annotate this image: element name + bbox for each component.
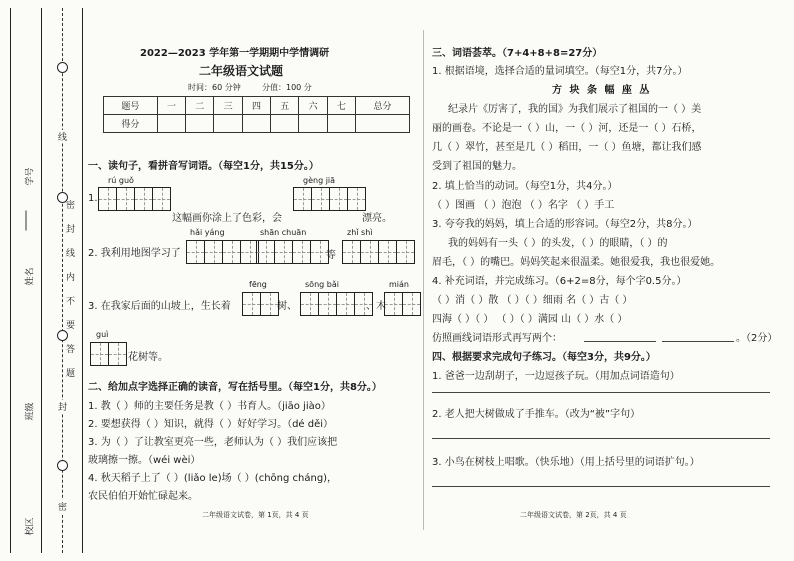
question-line: 受到了祖国的魅力。 <box>432 161 522 172</box>
cut-mark: 密 <box>58 500 67 513</box>
score-header-cell: 二 <box>186 97 214 115</box>
score-header-cell: 四 <box>242 97 270 115</box>
answer-line[interactable] <box>432 486 770 487</box>
student-id-label: 学号 <box>25 167 36 186</box>
class-label: 班级 <box>25 402 36 421</box>
page-divider <box>423 30 424 530</box>
writing-grid[interactable] <box>300 292 373 316</box>
question-line: 玻璃擦一擦。（wéi wèi） <box>88 455 201 466</box>
question-line: 纪录片《厉害了，我的国》为我们展示了祖国的一（ ）美 <box>448 104 702 115</box>
question-line: 4. 补充词语，并完成练习。（6+2=8分，每个字0.5分。） <box>432 276 687 287</box>
seal-char: 要 <box>66 321 76 331</box>
answer-line[interactable] <box>432 392 770 393</box>
question-line: 2. 老人把大树做成了手推车。（改为“被”字句） <box>432 409 641 420</box>
score-input-cell[interactable] <box>157 115 185 133</box>
writing-grid[interactable] <box>342 240 415 264</box>
exam-title: 2022—2023 学年第一学期期中学情调研 <box>140 48 330 59</box>
question-text: 漂亮。 <box>362 213 392 224</box>
score-header-cell: 三 <box>214 97 242 115</box>
writing-grid[interactable] <box>384 292 421 316</box>
question-line: 4. 秋天稻子上了（ ）(liǎo le)场（ ）(chōng cháng)， <box>88 473 338 484</box>
margin-inner-line <box>41 8 42 553</box>
seal-char: 内 <box>66 273 76 283</box>
question-text: 3. 在我家后面的山坡上，生长着 <box>88 301 231 312</box>
pinyin: gèng jiā <box>303 176 336 185</box>
question-line: 1. 教（ ）师的主要任务是教（ ）书育人。（jiāo jiào） <box>88 401 331 412</box>
pinyin: sōng bǎi <box>305 280 339 289</box>
student-name-label: 姓名 <box>25 267 36 286</box>
writing-grid[interactable] <box>90 342 127 366</box>
pinyin: fēng <box>249 280 267 289</box>
pinyin: guì <box>96 330 109 339</box>
question-text: 树、 <box>277 301 297 312</box>
page-footer: 二年级语文试卷，第 2页，共 4 页 <box>520 511 627 519</box>
score-table <box>103 96 410 133</box>
question-number: 1. <box>88 193 98 204</box>
question-line: 2. 填上恰当的动词。（每空1分，共4分。） <box>432 181 618 192</box>
binding-hole <box>57 460 68 471</box>
question-line: 。（2分） <box>736 333 778 344</box>
writing-grid[interactable] <box>256 240 329 264</box>
score-header-cell: 七 <box>327 97 355 115</box>
score-row-label: 得分 <box>104 115 158 133</box>
question-line: 几（ ）翠竹，甚至是几（ ）稻田，一（ ）鱼塘，都让我们感 <box>432 142 702 153</box>
campus-label: 校区 <box>25 517 36 536</box>
section-1-title: 一、读句子，看拼音写词语。（每空1分，共15分。） <box>88 161 319 172</box>
cut-mark: 封 <box>58 400 67 413</box>
question-line: 眉毛，（ ）的嘴巴。妈妈笑起来很温柔。她很爱我，我也很爱她。 <box>432 257 721 268</box>
score-header-cell: 题号 <box>104 97 158 115</box>
score-input-cell[interactable] <box>356 115 410 133</box>
writing-grid[interactable] <box>98 187 171 211</box>
question-line: 3. 小鸟在树枝上唱歌。（快乐地）（用上括号里的词语扩句。） <box>432 457 700 468</box>
writing-grid[interactable] <box>293 187 366 211</box>
writing-grid[interactable] <box>186 240 259 264</box>
answer-line[interactable] <box>432 438 770 439</box>
seal-char: 题 <box>66 369 76 379</box>
score-header-cell: 六 <box>299 97 327 115</box>
section-4-title: 四、根据要求完成句子练习。（每空3分，共9分。） <box>432 352 656 363</box>
question-line: （ ）图画 （ ）泡泡 （ ）名字 （ ）手工 <box>432 200 615 211</box>
seal-char: 封 <box>66 225 76 235</box>
question-line: 2. 要想获得（ ）知识，就得（ ）好好学习。（dé děi） <box>88 419 334 430</box>
question-text: 这幅画你涂上了色彩，会 <box>172 213 282 224</box>
question-line: 我的妈妈有一头（ ）的头发，（ ）的眼睛，（ ）的 <box>448 238 668 249</box>
margin-outer-line <box>10 8 11 553</box>
page-footer: 二年级语文试卷，第 1页，共 4 页 <box>202 511 309 519</box>
seal-char: 密 <box>66 201 76 211</box>
seal-char: 答 <box>66 345 76 355</box>
section-2-title: 二、给加点字选择正确的读音，写在括号里。（每空1分，共8分。） <box>88 382 382 393</box>
exam-subtitle: 二年级语文试题 <box>199 64 284 78</box>
score-input-cell[interactable] <box>242 115 270 133</box>
margin-right-line <box>82 8 83 553</box>
exam-time: 时间：60 分钟 <box>188 83 241 92</box>
pinyin: mián <box>389 280 409 289</box>
question-text: 花树等。 <box>128 352 168 363</box>
question-line: 3. 夸夸我的妈妈，填上合适的形容词。（每空2分，共8分。） <box>432 219 698 230</box>
cut-mark: 线 <box>58 130 67 143</box>
seal-char: 线 <box>66 249 76 259</box>
question-text: 、木 <box>366 301 386 312</box>
binding-hole <box>57 62 68 73</box>
pinyin: hǎi yáng <box>190 228 225 237</box>
seal-char: 不 <box>66 297 76 307</box>
exam-score: 分值：100 分 <box>262 83 312 92</box>
answer-line[interactable] <box>584 341 656 342</box>
pinyin: zhǐ shì <box>347 228 373 237</box>
score-header-cell: 一 <box>157 97 185 115</box>
question-line: 四海（ ）（ ） （ ）（ ）满园 山（ ）水（ ） <box>432 314 628 325</box>
question-text: 2. 我利用地图学习了 <box>88 248 181 259</box>
writing-grid[interactable] <box>242 292 279 316</box>
score-input-cell[interactable] <box>214 115 242 133</box>
score-input-cell[interactable] <box>186 115 214 133</box>
score-header-cell: 总分 <box>356 97 410 115</box>
question-line: 3. 为（ ）了让教室更亮一些，老师认为（ ）我们应该把 <box>88 437 338 448</box>
word-bank: 方 块 条 幅 座 丛 <box>552 85 652 96</box>
score-input-cell[interactable] <box>327 115 355 133</box>
score-input-cell[interactable] <box>271 115 299 133</box>
pinyin: shān chuān <box>260 228 307 237</box>
answer-line[interactable] <box>662 341 734 342</box>
section-3-title: 三、词语荟萃。（7+4+8+8=27分） <box>432 48 603 59</box>
question-line: （ ）消（ ）散 （ ）（ ）细雨 名（ ）古（ ） <box>432 295 633 306</box>
question-line: 1. 爸爸一边刮胡子，一边逗孩子玩。（用加点词语造句） <box>432 371 680 382</box>
seal-dashed-line <box>62 8 63 553</box>
question-line: 丽的画卷。不论是一（ ）山，一（ ）河，还是一（ ）石桥， <box>432 123 702 134</box>
pinyin: rú guǒ <box>108 176 134 185</box>
binding-hole <box>57 330 68 341</box>
question-text: 等 <box>326 250 336 261</box>
question-line: 1. 根据语境，选择合适的量词填空。（每空1分，共7分。） <box>432 66 688 77</box>
question-line: 农民伯伯开始忙碌起来。 <box>88 491 198 502</box>
score-input-cell[interactable] <box>299 115 327 133</box>
score-header-cell: 五 <box>271 97 299 115</box>
question-line: 仿照画线词语形式再写两个： <box>432 333 562 344</box>
